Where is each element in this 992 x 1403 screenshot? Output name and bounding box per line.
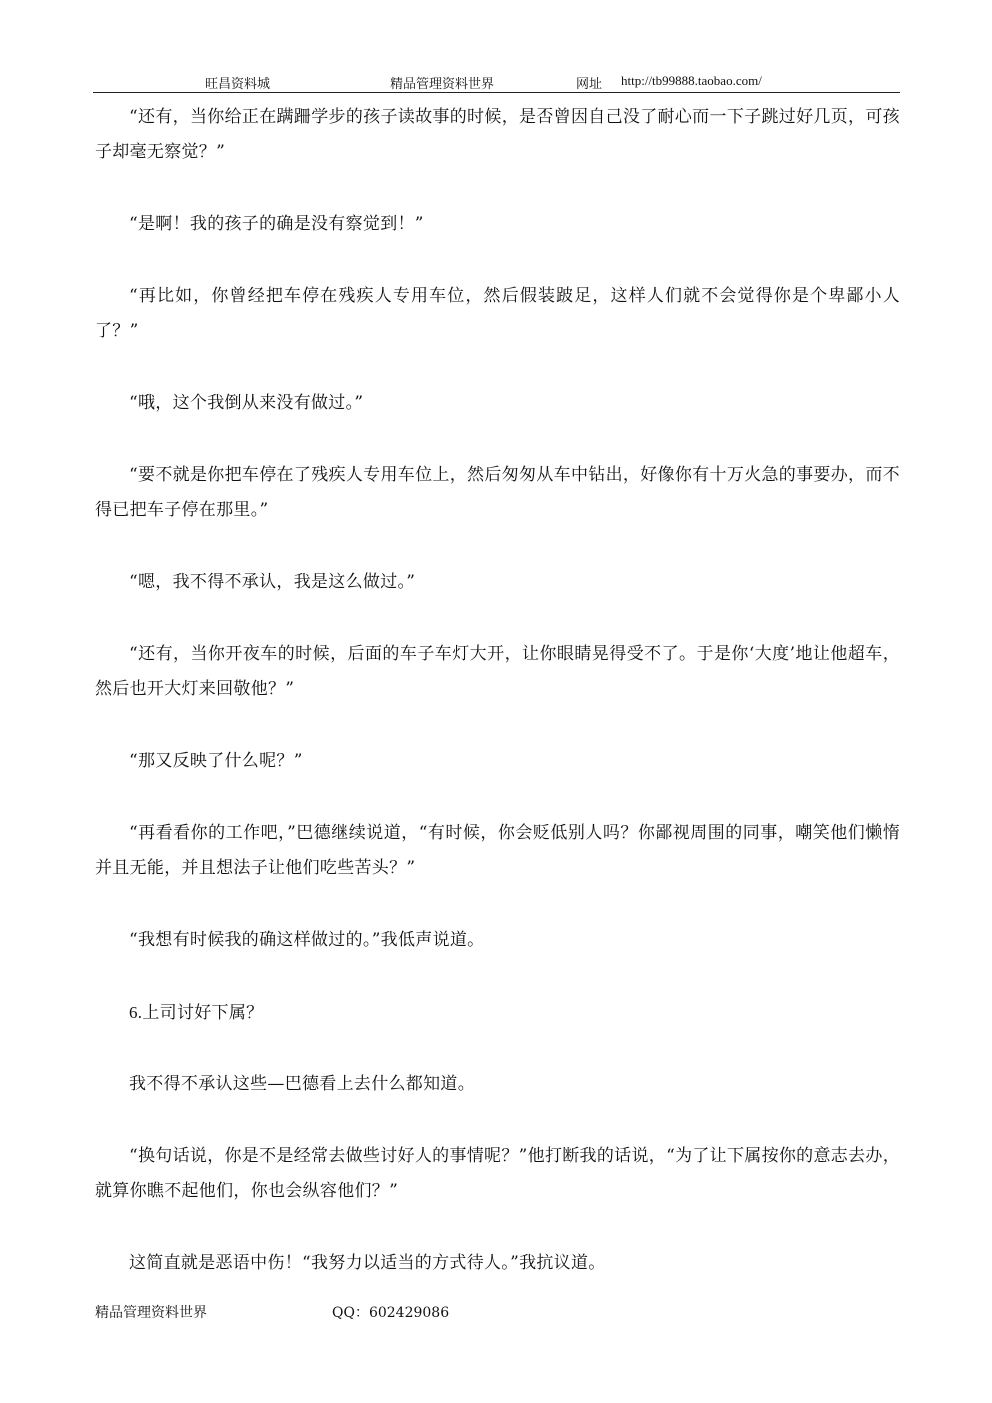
- header-site-name: 旺昌资料城: [205, 77, 271, 92]
- paragraph: 我不得不承认这些—巴德看上去什么都知道。: [129, 1074, 475, 1094]
- header-url-link[interactable]: http://tb99888.taobao.com/: [621, 73, 762, 88]
- paragraph: “哦，这个我倒从来没有做过。”: [129, 393, 364, 413]
- page-footer: [95, 1300, 900, 1324]
- paragraph: “那又反映了什么呢？”: [129, 751, 303, 771]
- header-url-label: 网址: [576, 77, 603, 92]
- header-collection-name: 精品管理资料世界: [390, 77, 495, 92]
- paragraph: “再比如，你曾经把车停在残疾人专用车位，然后假装跛足，这样人们就不会觉得你是个卑鄙小人了？”: [95, 286, 900, 341]
- paragraph: “我想有时候我的确这样做过的。”我低声说道。: [129, 930, 485, 950]
- paragraph: “换句话说，你是不是经常去做些讨好人的事情呢？”他打断我的话说，“为了让下属按你的意志去办，就算你瞧不起他们，你也会纵容他们？”: [95, 1146, 900, 1201]
- paragraph: “再看看你的工作吧，”巴德继续说道，“有时候，你会贬低别人吗？你鄙视周围的同事，嘲笑他们懒惰并且无能，并且想法子让他们吃些苦头？”: [95, 823, 900, 878]
- paragraph: “要不就是你把车停在了残疾人专用车位上，然后匆匆从车中钻出，好像你有十万火急的事要办，而不得已把车子停在那里。”: [95, 465, 900, 520]
- footer-title: 精品管理资料世界: [95, 1305, 207, 1321]
- paragraph: “还有，当你开夜车的时候，后面的车子车灯大开，让你眼睛晃得受不了。于是你‘大度’地让他超车，然后也开大灯来回敬他？”: [95, 644, 900, 699]
- paragraph: 这简直就是恶语中伤！“我努力以适当的方式待人。”我抗议道。: [129, 1253, 606, 1273]
- document-body: [95, 100, 900, 1318]
- page-header: [93, 70, 900, 93]
- footer-qq-contact: QQ：602429086: [332, 1305, 450, 1321]
- section-heading: 6.上司讨好下属？: [129, 1003, 264, 1022]
- paragraph: “是啊！我的孩子的确是没有察觉到！”: [129, 214, 424, 234]
- paragraph: “嗯，我不得不承认，我是这么做过。”: [129, 572, 416, 592]
- paragraph: “还有，当你给正在蹒跚学步的孩子读故事的时候，是否曾因自己没了耐心而一下子跳过好几页，可孩子却毫无察觉？”: [95, 107, 900, 162]
